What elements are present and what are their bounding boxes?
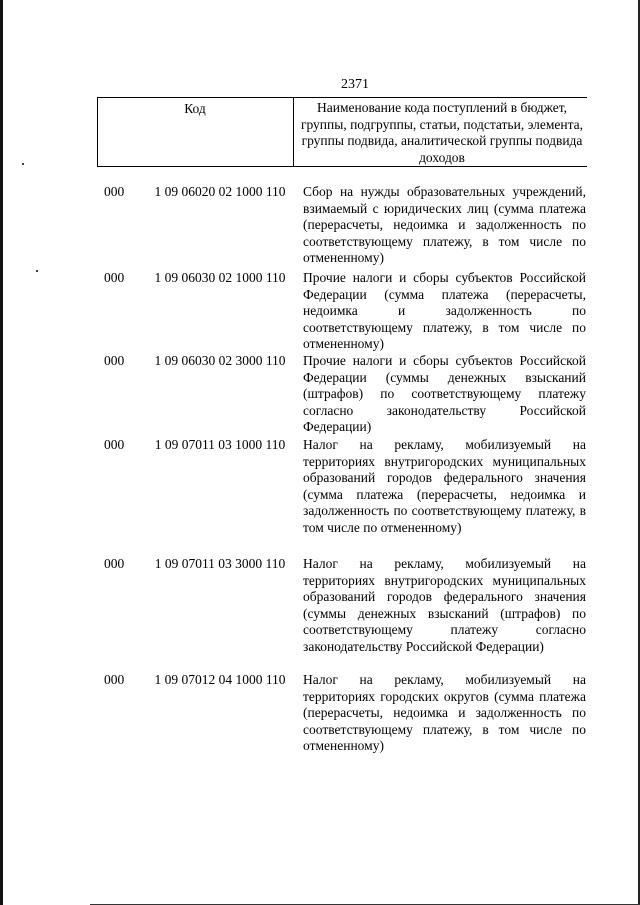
page-number: 2371: [341, 77, 369, 92]
row-admin-code: 000: [104, 270, 125, 285]
row-admin-code: 000: [104, 437, 125, 452]
row-revenue-code: 1 09 07011 03 1000 110: [154, 437, 286, 452]
header-code-label: Код: [184, 101, 206, 116]
scan-speck: [36, 270, 38, 272]
row-description: Сбор на нужды образовательных учреждений, взимаемый с юридических лиц (сумма платежа (перерасчеты, недоимка и задолженность по соответствующему платежу, в том числе по отмененному): [303, 184, 586, 265]
row-revenue-code: 1 09 06030 02 1000 110: [154, 270, 286, 285]
row-revenue-code: 1 09 06020 02 1000 110: [154, 184, 286, 199]
row-revenue-code: 1 09 06030 02 3000 110: [154, 353, 286, 368]
header-name-label: Наименование кода поступлений в бюджет, группы, подгруппы, статьи, подстатьи, элемента, группы подвида, аналитической группы подвида доходов: [300, 100, 584, 165]
page-edge-left: [0, 0, 3, 905]
table-header: [97, 97, 587, 167]
row-admin-code: 000: [104, 353, 125, 368]
row-description: Налог на рекламу, мобилизуемый на территориях городских округов (сумма платежа (перерасчеты, недоимка и задолженность по соответствующему платежу, в том числе по отмененному): [303, 672, 586, 753]
row-description: Прочие налоги и сборы субъектов Российской Федерации (суммы денежных взысканий (штрафов) по соответствующему платежу согласно законодательству Российской Федерации): [303, 353, 586, 434]
row-revenue-code: 1 09 07012 04 1000 110: [154, 672, 286, 687]
row-admin-code: 000: [104, 184, 125, 199]
scan-speck: [22, 163, 24, 165]
header-column-divider: [293, 98, 294, 166]
row-description: Прочие налоги и сборы субъектов Российской Федерации (сумма платежа (перерасчеты, недоимка и задолженность по соответствующему платежу, в том числе по отмененному): [303, 270, 586, 351]
row-admin-code: 000: [104, 672, 125, 687]
row-revenue-code: 1 09 07011 03 3000 110: [154, 556, 286, 571]
row-description: Налог на рекламу, мобилизуемый на территориях внутригородских муниципальных образований городов федерального значения (сумма платежа (перерасчеты, недоимка и задолженность по соответствующему платежу, в том числе по отмененному): [303, 437, 586, 535]
row-admin-code: 000: [104, 556, 125, 571]
row-description: Налог на рекламу, мобилизуемый на территориях внутригородских муниципальных образований городов федерального значения (суммы денежных взысканий (штрафов) по соответствующему платежу согласно законодательству Российской Федерации): [303, 556, 586, 654]
